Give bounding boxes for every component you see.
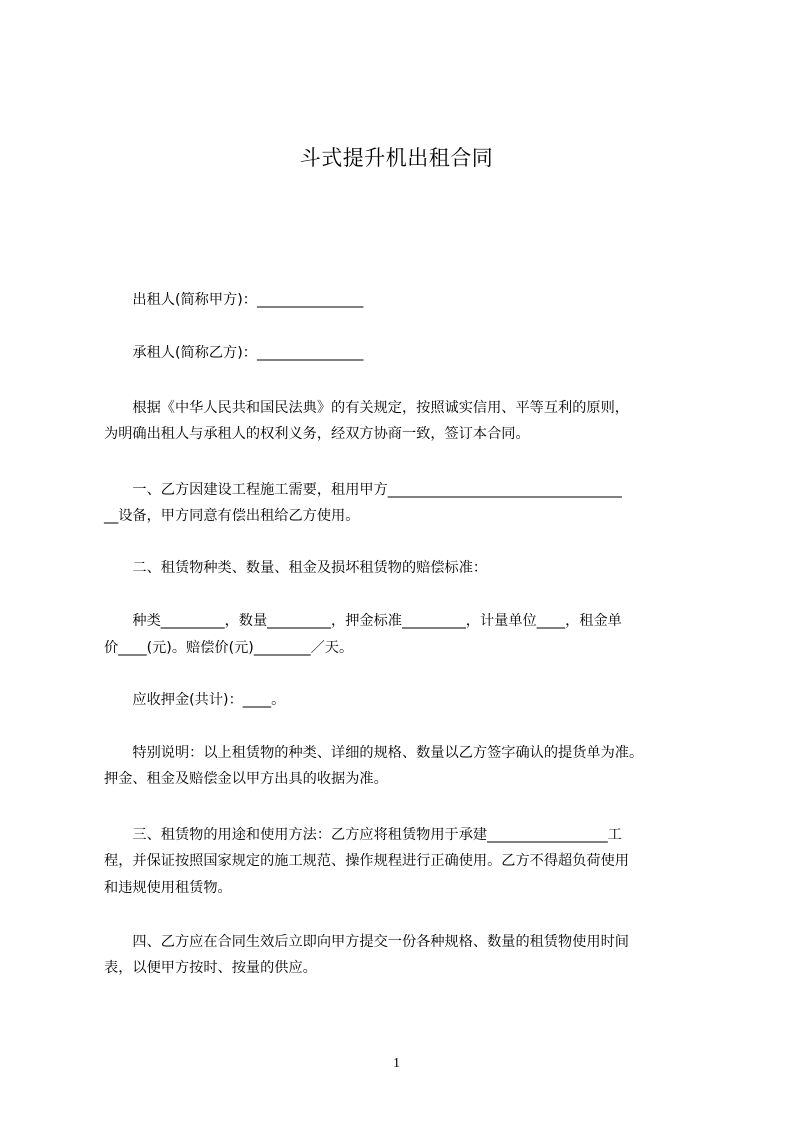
preamble-line-2: 为明确出租人与承租人的权利义务，经双方协商一致，签订本合同。 [104,426,530,442]
page-title: 斗式提升机出租合同 [299,146,494,170]
page-number: 1 [393,1056,400,1071]
clause-4-line-1: 四、乙方应在合同生效后立即向甲方提交一份各种规格、数量的租赁物使用时间 [104,934,629,950]
clause-4-line-2: 表，以便甲方按时、按量的供应。 [104,960,317,976]
lessor-line: 出租人(简称甲方)：_______________ [104,292,364,308]
clause-3-line-1: 三、租赁物的用途和使用方法：乙方应将租赁物用于承建_________________工 [104,827,622,843]
special-note-line-2: 押金、租金及赔偿金以甲方出具的收据为准。 [104,771,388,787]
clause-3-line-3: 和违规使用租赁物。 [104,880,232,896]
clause-1-line-2: __设备，甲方同意有偿出租给乙方使用。 [104,508,360,524]
deposit-line: 应收押金(共计)：____。 [104,692,286,708]
clause-2-line-1: 种类_________，数量_________，押金标准_________，计量单位____，租金单 [104,613,622,629]
preamble-line-1: 根据《中华人民共和国民法典》的有关规定，按照诚实信用、平等互利的原则， [104,400,629,416]
clause-2-line-2: 价____(元)。赔偿价(元)________／天。 [104,640,354,656]
clause-2-heading: 二、租赁物种类、数量、租金及损坏租赁物的赔偿标准： [104,560,488,576]
special-note-line-1: 特别说明：以上租赁物的种类、详细的规格、数量以乙方签字确认的提货单为准。 [104,745,644,761]
clause-1-line-1: 一、乙方因建设工程施工需要，租用甲方_________________________________ [104,482,622,498]
lessee-line: 承租人(简称乙方)：_______________ [104,345,364,361]
clause-3-line-2: 程，并保证按照国家规定的施工规范、操作规程进行正确使用。乙方不得超负荷使用 [104,853,629,869]
